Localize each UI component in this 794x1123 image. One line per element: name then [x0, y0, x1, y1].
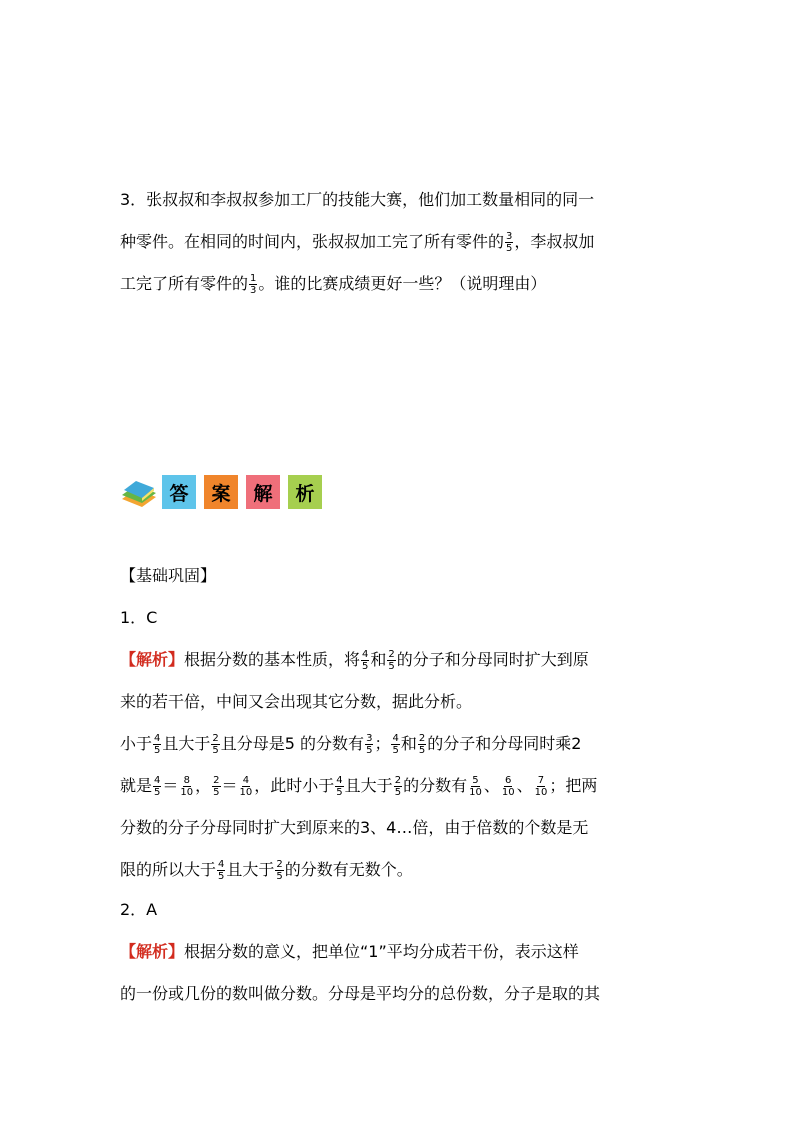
explain-line: 小于 $\frac{4}{5}$ 且大于 $\frac{2}{5}$ 且分母是5 的分数有 $\frac{3}{5}$ ； $\frac{4}{5}$ 和 $\frac{2}{5}$ 的分子和分母同时乘2: [120, 733, 582, 756]
answer-1: 1．C: [120, 608, 158, 627]
explain-line: 分数的分子分母同时扩大到原来的3、4…倍，由于倍数的个数是无: [120, 818, 589, 837]
banner-char: 析: [288, 475, 322, 509]
explain-line: 【解析】根据分数的意义，把单位“1”平均分成若干份，表示这样: [120, 942, 579, 961]
q3-line-3: 工完了所有零件的 $\frac{1}{3}$ 。谁的比赛成绩更好一些？（说明理由）: [120, 273, 547, 296]
fraction: $\frac{3}{5}$: [506, 231, 513, 254]
explain-line: 限的所以大于 $\frac{4}{5}$ 且大于 $\frac{2}{5}$ 的分数有无数个。: [120, 859, 413, 882]
books-icon: [120, 477, 158, 509]
analysis-tag: 【解析】: [120, 942, 185, 961]
explain-line: 的一份或几份的数叫做分数。分母是平均分的总份数，分子是取的其: [120, 984, 601, 1003]
banner-char: 案: [204, 475, 238, 509]
banner-char: 答: [162, 475, 196, 509]
section-heading: 【基础巩固】: [120, 566, 217, 585]
explain-line: 来的若干倍，中间又会出现其它分数，据此分析。: [120, 692, 473, 711]
explain-line: 【解析】根据分数的基本性质，将 $\frac{4}{5}$ 和 $\frac{2}{5}$ 的分子和分母同时扩大到原: [120, 649, 589, 672]
q3-line-2: 种零件。在相同的时间内，张叔叔加工完了所有零件的 $\frac{3}{5}$ ，李叔叔加: [120, 231, 595, 254]
q3-line-1: 3．张叔叔和李叔叔参加工厂的技能大赛，他们加工数量相同的同一: [120, 190, 595, 209]
fraction: $\frac{1}{3}$: [250, 273, 257, 296]
analysis-tag: 【解析】: [120, 650, 185, 669]
explain-line: 就是 $\frac{4}{5}$ ＝ $\frac{8}{10}$ ， $\frac{2}{5}$ ＝ $\frac{4}{10}$ ，此时小于 $\frac{4}{5}$ 且大于 $\frac{2}{5}$ 的分数有 $\frac{5}{10}$ 、 $\frac{6}{10}$ 、 $\frac{7}{10}$ ；把两: [120, 775, 598, 798]
answer-2: 2．A: [120, 900, 158, 919]
banner-char: 解: [246, 475, 280, 509]
